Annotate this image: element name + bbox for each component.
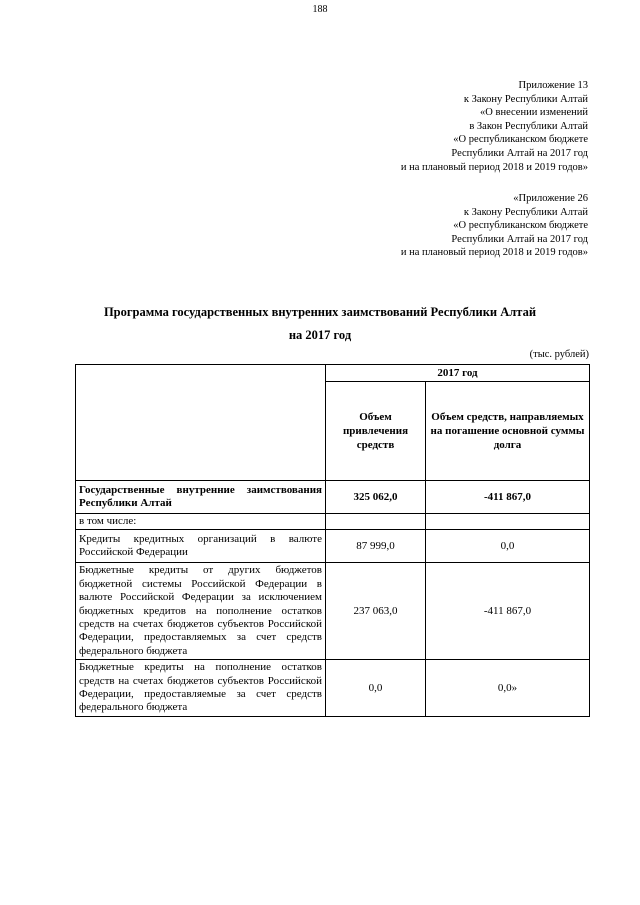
repay-column-header: Объем средств, направляемых на погашение основной суммы долга bbox=[426, 382, 590, 481]
row-attract-value: 325 062,0 bbox=[326, 481, 426, 514]
row-repay-value: 0,0 bbox=[426, 530, 590, 563]
appendix-13-line: «О республиканском бюджете bbox=[453, 134, 588, 146]
row-repay-value: -411 867,0 bbox=[426, 563, 590, 660]
row-attract-value: 237 063,0 bbox=[326, 563, 426, 660]
appendix-26-line: Республики Алтай на 2017 год bbox=[451, 233, 588, 245]
appendix-13-line: «О внесении изменений bbox=[480, 107, 588, 119]
appendix-26-line: «О республиканском бюджете bbox=[453, 220, 588, 232]
row-name: Кредиты кредитных организаций в валюте Российской Федерации bbox=[76, 530, 326, 563]
table-row bbox=[76, 660, 590, 717]
table-row bbox=[76, 530, 590, 563]
row-attract-value bbox=[326, 514, 426, 530]
year-header: 2017 год bbox=[326, 365, 590, 382]
borrowing-program-table bbox=[75, 364, 590, 717]
row-repay-value: -411 867,0 bbox=[426, 481, 590, 514]
appendix-13-line: Приложение 13 bbox=[518, 80, 588, 91]
appendix-26-line: «Приложение 26 bbox=[513, 193, 588, 204]
appendix-26-block bbox=[401, 192, 588, 260]
row-attract-value: 0,0 bbox=[326, 660, 426, 717]
appendix-13-line: к Закону Республики Алтай bbox=[463, 93, 588, 105]
appendix-13-line: Республики Алтай на 2017 год bbox=[451, 147, 588, 159]
row-attract-value: 87 999,0 bbox=[326, 530, 426, 563]
table-row bbox=[76, 481, 590, 514]
document-title: Программа государственных внутренних заимствований Республики Алтай bbox=[103, 305, 537, 319]
attract-column-header: Объем привлечения средств bbox=[326, 382, 426, 481]
table-header-row bbox=[76, 365, 590, 382]
row-name: Государственные внутренние заимствования Республики Алтай bbox=[76, 481, 326, 514]
row-repay-value: 0,0» bbox=[426, 660, 590, 717]
table-row bbox=[76, 514, 590, 530]
appendix-26-line: к Закону Республики Алтай bbox=[463, 206, 588, 218]
appendix-13-line: в Закон Республики Алтай bbox=[469, 120, 588, 132]
header-empty-cell bbox=[76, 365, 326, 481]
table-row bbox=[76, 563, 590, 660]
document-title-year: на 2017 год bbox=[288, 328, 352, 342]
appendix-13-block bbox=[401, 79, 588, 174]
row-name: Бюджетные кредиты на пополнение остатков средств на счетах бюджетов субъектов Российской Федерации, предоставляемые за счет средств федерального бюджета bbox=[76, 660, 326, 717]
appendix-13-line: и на плановый период 2018 и 2019 годов» bbox=[400, 161, 588, 173]
row-name: в том числе: bbox=[76, 514, 326, 530]
page-number: 188 bbox=[312, 4, 328, 15]
units-label: (тыс. рублей) bbox=[529, 349, 589, 360]
appendix-26-line: и на плановый период 2018 и 2019 годов» bbox=[400, 247, 588, 259]
row-repay-value bbox=[426, 514, 590, 530]
row-name: Бюджетные кредиты от других бюджетов бюджетной системы Российской Федерации в валюте Российской Федерации за исключением бюджетных кредитов на пополнение остатков средств на счетах бюджетов субъектов Российской Федерации, предоставляемых за счет средств федерального бюджета bbox=[76, 563, 326, 660]
